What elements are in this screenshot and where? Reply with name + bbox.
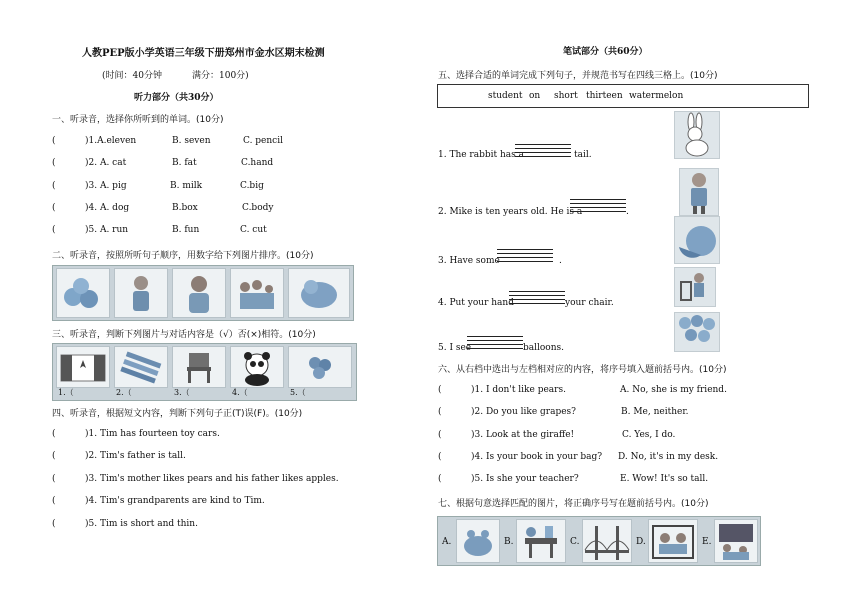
fill-sentence-post: . xyxy=(559,256,562,266)
family-photo-icon xyxy=(649,520,697,564)
right-sentence: B. Me, neither. xyxy=(621,407,689,417)
picture-e xyxy=(714,519,758,563)
watermelon-picture xyxy=(674,216,720,264)
section-5-title: 五、选择合适的单词完成下列句子，并规范书写在四线三格上。(10分) xyxy=(438,71,718,81)
fill-sentence-post: your chair. xyxy=(565,298,614,308)
picture-1 xyxy=(56,346,110,388)
option-c: C.hand xyxy=(241,158,274,168)
list-item xyxy=(52,225,372,237)
picture-4 xyxy=(230,268,284,318)
word-bank xyxy=(437,84,809,108)
section-3-title: 三、听录音，判断下列图片与对话内容是（√）否(×)相符。(10分) xyxy=(52,330,316,340)
grapes-icon xyxy=(289,347,351,387)
score-label: 满分：100分) xyxy=(192,71,249,81)
four-line-grid[interactable] xyxy=(467,336,523,352)
answer-paren[interactable]: ( xyxy=(52,225,56,235)
answer-paren[interactable]: ( xyxy=(52,136,56,146)
family-icon xyxy=(231,269,283,317)
fill-sentence-post: balloons. xyxy=(523,343,564,353)
answer-paren-4[interactable]: 4.（ xyxy=(232,388,248,397)
answer-paren-1[interactable]: 1.（ xyxy=(58,388,74,397)
chair-icon xyxy=(173,347,225,387)
answer-paren-5[interactable]: 5.（ xyxy=(290,388,306,397)
hand-on-chair-picture xyxy=(674,267,716,307)
girl-icon xyxy=(115,269,167,317)
list-item xyxy=(52,474,372,486)
picture-b xyxy=(516,519,566,563)
answer-paren[interactable]: ( xyxy=(52,451,56,461)
answer-paren[interactable]: ( xyxy=(438,407,442,417)
answer-paren[interactable]: ( xyxy=(438,474,442,484)
section-3-image-strip xyxy=(52,343,357,401)
option-b: B. fat xyxy=(172,158,197,168)
woman-icon xyxy=(173,269,225,317)
list-item xyxy=(438,385,818,397)
option-b: B. seven xyxy=(172,136,211,146)
picture-a xyxy=(456,519,500,563)
picture-3 xyxy=(172,346,226,388)
left-sentence: )4. Is your book in your bag? xyxy=(471,452,603,462)
section-7-title: 七、根据句意选择匹配的图片，将正确序号写在题前括号内。(10分) xyxy=(438,499,709,509)
section-2-title: 二、听录音，按照所听句子顺序，用数字给下列图片排序。(10分) xyxy=(52,251,314,261)
list-item xyxy=(52,496,372,508)
picture-5 xyxy=(288,268,350,318)
statement-text: )2. Tim's father is tall. xyxy=(85,451,186,461)
panda-icon xyxy=(231,347,283,387)
exam-title: 人教PEP版小学英语三年级下册郑州市金水区期末检测 xyxy=(82,48,325,59)
option-b: B. milk xyxy=(170,181,203,191)
frog-icon xyxy=(457,520,499,564)
answer-paren-3[interactable]: 3.（ xyxy=(174,388,190,397)
list-item xyxy=(52,136,372,148)
answer-paren[interactable]: ( xyxy=(438,452,442,462)
four-line-grid[interactable] xyxy=(509,291,565,307)
list-item xyxy=(52,181,372,193)
desk-items-icon xyxy=(517,520,565,564)
right-sentence: A. No, she is my friend. xyxy=(620,385,727,395)
option-a: )2. A. cat xyxy=(85,158,127,168)
list-item xyxy=(438,474,818,486)
list-item xyxy=(52,519,372,531)
answer-paren[interactable]: ( xyxy=(52,158,56,168)
word-bank-item: student xyxy=(488,91,523,101)
left-sentence: )3. Look at the giraffe! xyxy=(471,430,575,440)
teacher-board-icon xyxy=(715,520,757,564)
statement-text: )1. Tim has fourteen toy cars. xyxy=(85,429,220,439)
right-sentence: C. Yes, I do. xyxy=(622,430,676,440)
answer-paren[interactable]: ( xyxy=(438,385,442,395)
picture-label-d: D. xyxy=(636,537,646,547)
picture-d xyxy=(648,519,698,563)
word-bank-item: watermelon xyxy=(629,91,684,101)
list-item xyxy=(52,158,372,170)
rabbit-icon xyxy=(675,112,719,158)
answer-paren[interactable]: ( xyxy=(52,181,56,191)
option-a: )3. A. pig xyxy=(85,181,127,191)
section-1-title: 一、听录音，选择你所听到的单词。(10分) xyxy=(52,115,224,125)
fill-sentence-pre: 3. Have some xyxy=(438,256,500,266)
answer-paren[interactable]: ( xyxy=(52,496,56,506)
list-item xyxy=(438,430,818,442)
picture-label-c: C. xyxy=(570,537,580,547)
boy-picture xyxy=(679,168,719,216)
picture-5 xyxy=(288,346,352,388)
picture-label-b: B. xyxy=(504,537,514,547)
left-sentence: )2. Do you like grapes? xyxy=(471,407,576,417)
balloons-picture xyxy=(674,312,720,352)
option-b: B. fun xyxy=(172,225,200,235)
statement-text: )5. Tim is short and thin. xyxy=(85,519,198,529)
left-sentence: )5. Is she your teacher? xyxy=(471,474,579,484)
section-6-title: 六、从右档中选出与左档相对应的内容，将序号填入题前括号内。(10分) xyxy=(438,365,727,375)
option-a: )1.A.eleven xyxy=(85,136,137,146)
pencils-icon xyxy=(115,347,167,387)
answer-paren-2[interactable]: 2.（ xyxy=(116,388,132,397)
option-c: C.body xyxy=(242,203,274,213)
option-c: C. cut xyxy=(240,225,267,235)
statement-text: )4. Tim's grandparents are kind to Tim. xyxy=(85,496,265,506)
bridge-icon xyxy=(583,520,631,564)
right-sentence: D. No, it's in my desk. xyxy=(618,452,719,462)
list-item xyxy=(52,451,372,463)
boy-icon xyxy=(680,169,718,215)
fill-sentence-post: . xyxy=(626,207,629,217)
list-item xyxy=(438,452,818,464)
listening-title: 听力部分（共30分） xyxy=(134,93,219,103)
rabbit-picture xyxy=(674,111,720,159)
picture-4 xyxy=(230,346,284,388)
section-4-title: 四、听录音，根据短文内容，判断下列句子正(T)误(F)。(10分) xyxy=(52,409,303,419)
written-title: 笔试部分（共60分） xyxy=(563,47,648,57)
answer-paren[interactable]: ( xyxy=(52,203,56,213)
option-b: B.box xyxy=(172,203,198,213)
fruit-icon xyxy=(57,269,109,317)
word-bank-item: on xyxy=(529,91,541,101)
child-chair-icon xyxy=(675,268,715,306)
list-item xyxy=(52,429,372,441)
statement-text: )3. Tim's mother likes pears and his father likes apples. xyxy=(85,474,339,484)
picture-3 xyxy=(172,268,226,318)
word-bank-item: short xyxy=(554,91,578,101)
picture-c xyxy=(582,519,632,563)
time-label: (时间：40分钟 xyxy=(102,71,162,81)
option-c: C.big xyxy=(240,181,264,191)
section-7-image-strip xyxy=(437,516,761,566)
answer-paren[interactable]: ( xyxy=(52,429,56,439)
picture-label-e: E. xyxy=(702,537,712,547)
elephant-icon xyxy=(289,269,349,317)
balloons-icon xyxy=(675,313,719,351)
list-item xyxy=(438,407,818,419)
fill-sentence-post: tail. xyxy=(574,150,592,160)
picture-2 xyxy=(114,268,168,318)
word-bank-item: thirteen xyxy=(586,91,623,101)
canada-flag-icon xyxy=(57,347,109,387)
picture-1 xyxy=(56,268,110,318)
option-c: C. pencil xyxy=(243,136,283,146)
picture-label-a: A. xyxy=(442,537,452,547)
fill-sentence-pre: 5. I see xyxy=(438,343,472,353)
four-line-grid[interactable] xyxy=(497,249,553,265)
four-line-grid[interactable] xyxy=(515,144,571,160)
list-item xyxy=(52,203,372,215)
fill-sentence-pre: 4. Put your hand xyxy=(438,298,514,308)
fill-sentence-pre: 1. The rabbit has a xyxy=(438,150,524,160)
left-sentence: )1. I don't like pears. xyxy=(471,385,566,395)
watermelon-icon xyxy=(675,217,719,263)
option-a: )4. A. dog xyxy=(85,203,130,213)
picture-2 xyxy=(114,346,168,388)
answer-paren[interactable]: ( xyxy=(52,519,56,529)
fill-sentence-pre: 2. Mike is ten years old. He is a xyxy=(438,207,583,217)
section-2-image-strip xyxy=(52,265,354,321)
four-line-grid[interactable] xyxy=(570,199,626,215)
option-a: )5. A. run xyxy=(85,225,129,235)
right-sentence: E. Wow! It's so tall. xyxy=(620,474,709,484)
answer-paren[interactable]: ( xyxy=(438,430,442,440)
answer-paren[interactable]: ( xyxy=(52,474,56,484)
